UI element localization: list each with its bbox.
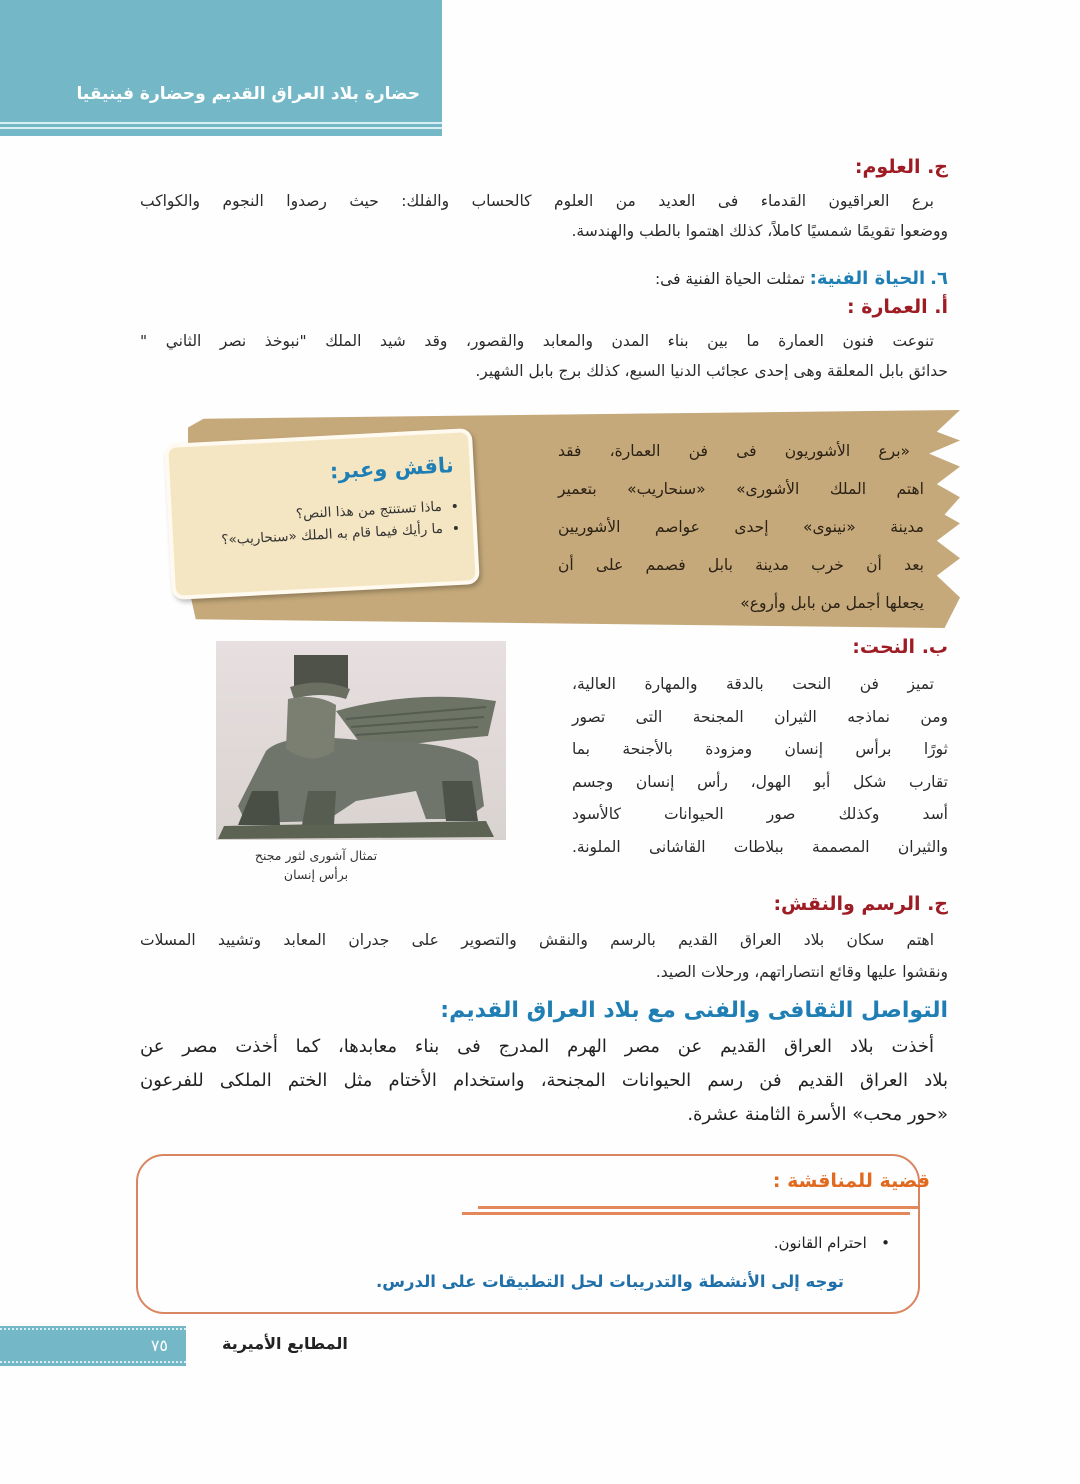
header-divider [0,122,442,136]
header-band [0,0,442,136]
issue-underline [462,1212,910,1215]
architecture-paragraph [140,326,948,386]
discuss-question: • ماذا تستنتج من هذا النص؟ [182,496,443,532]
issue-title: قضية للمناقشة : [772,1170,930,1192]
quote-line: «برع الأشوريون فى فن العمارة، فقد [558,442,910,460]
text-line: تميز فن النحت بالدقة والمهارة العالية، [572,675,934,693]
issue-bullet-text: احترام القانون. [773,1234,867,1252]
text-line: ونقشوا عليها وقائع انتصاراتهم، ورحلات الصيد. [655,963,948,981]
winged-bull-statue-icon [216,641,506,840]
text-line: أسد وكذلك صور الحيوانات كالأسود [572,805,948,823]
art-life-heading: الحياة الفنية: [809,268,926,289]
discuss-card [164,428,480,600]
text-line: «حور محب» الأسرة الثامنة عشرة. [687,1104,948,1125]
quote-line: بعد أن خرب مدينة بابل فصمم على أن [558,556,924,574]
quote-line: يجعلها أجمل من بابل وأروع» [740,594,924,612]
text-line: ثورًا برأس إنسان ومزودة بالأجنحة بما [572,740,948,758]
text-line: برع العراقيون القدماء فى العديد من العلوم كالحساب والفلك: حيث رصدوا النجوم والكواكب [140,192,934,210]
page-number-band [0,1326,186,1366]
winged-bull-statue-image [216,641,506,840]
text-line: والثيران المصممة ببلاطات القاشانى الملونة. [572,837,948,856]
discuss-title: ناقش وعبر: [329,453,455,484]
wave-border [0,1361,186,1366]
painting-paragraph [140,924,948,988]
quote-line: مدينة «نينوى» إحدى عواصم الأشوريين [558,518,924,536]
bullet-icon: • [866,1234,890,1252]
art-life-number: ٦. [930,268,948,289]
text-line: تنوعت فنون العمارة ما بين بناء المدن والمعابد والقصور، وقد شيد الملك "نبوخذ نصر الثاني " [140,332,934,350]
exchange-paragraph [140,1030,948,1132]
activities-link[interactable]: توجه إلى الأنشطة والتدريبات لحل التطبيقات على الدرس. [376,1272,844,1291]
publisher-name: المطابع الأميرية [222,1334,348,1353]
art-life-section [655,268,948,289]
discuss-question: • ما رأيك فيما قام به الملك «سنحاريب»؟ [183,518,444,554]
exchange-heading: التواصل الثقافى والفنى مع بلاد العراق القديم: [440,998,948,1023]
painting-heading: ج. الرسم والنقش: [773,893,948,915]
issue-bullet [774,1234,890,1252]
text-line: ومن نماذجه الثيران المجنحة التى تصور [572,707,948,726]
caption-line: تمثال آشورى لثور مجنح [254,848,378,863]
text-line: تقارب شكل أبو الهول، رأس إنسان وجسم [572,772,948,791]
text-line: حدائق بابل المعلقة وهى إحدى عجائب الدنيا السبع، كذلك برج بابل الشهير. [475,362,948,380]
image-caption [216,846,416,884]
quote-text [558,432,924,622]
discuss-questions [182,495,460,553]
caption-line: برأس إنسان [283,867,349,882]
text-line: أخذت بلاد العراق القديم عن مصر الهرم المدرج فى بناء معابدها، كما أخذت مصر عن [140,1036,934,1057]
wave-border [0,1328,186,1333]
architecture-heading: أ. العمارة : [847,296,948,318]
sculpture-paragraph [572,668,948,863]
text-line: بلاد العراق القديم فن رسم الحيوانات المجنحة، واستخدام الأختام مثل الختم الملكى للفرعون [140,1070,948,1091]
art-life-text: تمثلت الحياة الفنية فى: [654,270,805,288]
sculpture-heading: ب. النحت: [852,636,948,658]
sciences-paragraph [140,186,948,246]
page-number: ٧٥ [150,1336,168,1355]
quote-line: اهتم الملك الأشورى» «سنحاريب» بتعمير [558,480,924,498]
issue-underline [478,1206,918,1209]
chapter-title: حضارة بلاد العراق القديم وحضارة فينيقيا [76,84,420,104]
text-line: اهتم سكان بلاد العراق القديم بالرسم والنقش والتصوير على جدران المعابد وتشييد المسلات [140,931,934,949]
text-line: ووضعوا تقويمًا شمسيًا كاملاً، كذلك اهتموا بالطب والهندسة. [571,222,948,240]
sciences-heading: ج. العلوم: [854,156,948,178]
